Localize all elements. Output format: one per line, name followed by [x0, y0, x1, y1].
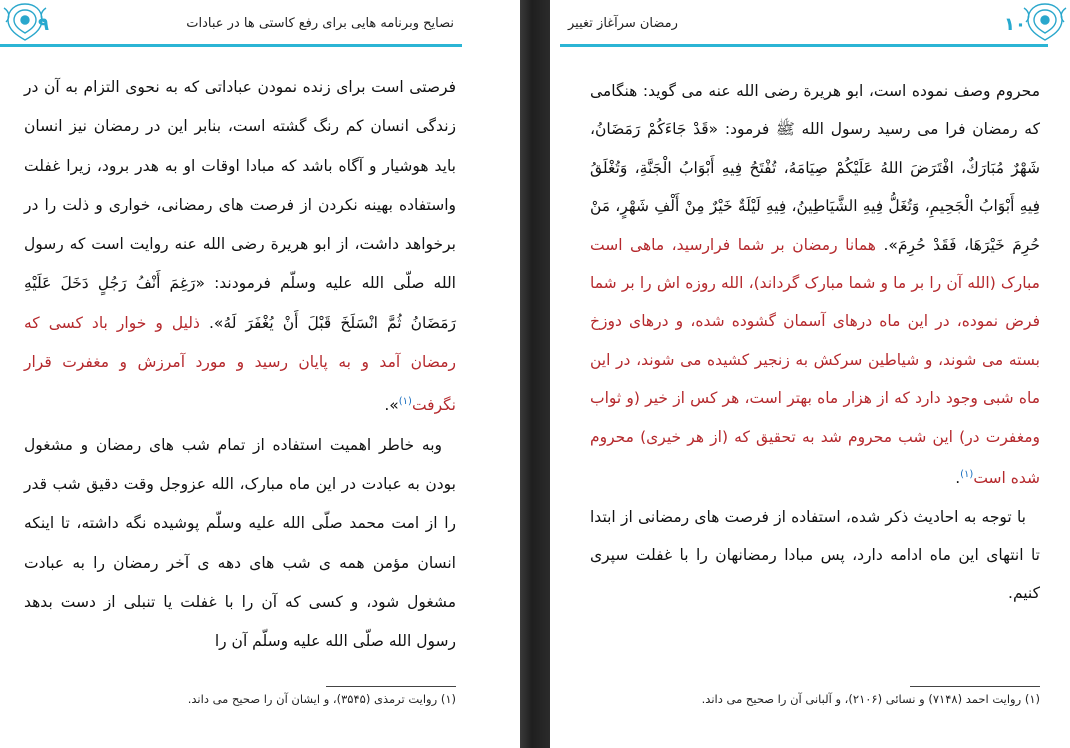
hadith-arabic: قَدْ جَاءَكُمْ رَمَضَانُ، شَهْرٌ مُبَارَكٌ، افْتَرَضَ اللهُ عَلَيْكُمْ صِيَامَهُ، تُفْتَحُ فِيهِ أَبْوَابُ الْجَنَّةِ، وَتُغْلَقُ فِيهِ أَبْوَابُ الْجَحِيمِ، وَتُغَلُّ فِيهِ الشَّيَاطِينُ، فِيهِ لَيْلَةٌ خَيْرٌ مِنْ أَلْفِ شَهْرٍ، مَنْ حُرِمَ خَيْرَهَا، فَقَدْ حُرِمَ: [590, 120, 1040, 254]
left-page-header: [0, 0, 462, 47]
text-span: محروم وصف نموده است، ابو هریرة رضی الله عنه می گوید: هنگامی که رمضان فرا می رسید رسول الله ﷺ فرمود: «: [590, 82, 1040, 139]
paragraph: [590, 498, 1040, 613]
footnote-reference[interactable]: (۱): [398, 396, 412, 408]
text-span: .: [955, 469, 961, 488]
right-page: [550, 0, 1070, 748]
text-span: فرصتی است برای زنده نمودن عباداتی که به نحوی التزام به آن در زندگی انسان کم رنگ گشته است، بنابر این در رمضان نیز انسان باید هوشیار و آگاه باشد که مبادا اوقات او به هدر برود، زیرا غفلت واستفاده بهینه نکردن از فرصت های رمضانی، خواری و ذلت را در برخواهد داشت، از ابو هریرة رضی الله عنه روایت است که رسول الله صلّی الله علیه وسلّم فرمودند: «: [24, 78, 456, 293]
hadith-translation: ذلیل و خوار باد کسی که رمضان آمد و به پایان رسید و مورد آمرزش و مغفرت قرار نگرفت: [24, 313, 456, 415]
running-header: رمضان سرآغاز تغییر: [568, 16, 678, 31]
right-page-header: [560, 0, 1048, 47]
floral-ornament-icon: [1020, 0, 1070, 44]
text-span: با توجه به احادیث ذکر شده، استفاده از فرصت های رمضانی از ابتدا تا انتهای این ماه ادامه دارد، پس مبادا رمضانهان را با غفلت سپری کنیم.: [590, 507, 1040, 603]
footnote-divider: [910, 686, 1040, 687]
footnote: (۱) روایت احمد (۷۱۴۸) و نسائی (۲۱۰۶)، و آلبانی آن را صحیح می داند.: [701, 692, 1040, 706]
text-span: وبه خاطر اهمیت استفاده از تمام شب های رمضان و مشغول بودن به عبادت در این ماه مبارک، الله عزوجل وقت دقیق شب قدر را از امت محمد صلّی الله علیه وسلّم پوشیده نگه داشته، تا اینکه انسان مؤمن همه ی شب های دهه ی آخر رمضان را به عبادت مشغول شود، و کسی که آن را با غفلت یا تنبلی از دست بدهد رسول الله صلّی الله علیه وسلّم آن را: [24, 435, 456, 651]
paragraph: [24, 68, 456, 426]
left-body-text: [24, 68, 456, 662]
page-number: ۱۰: [1004, 14, 1026, 35]
text-span: ».: [876, 235, 898, 254]
right-body-text: [590, 72, 1040, 613]
hadith-arabic: رَغِمَ أَنْفُ رَجُلٍ دَخَلَ عَلَيْهِ رَمَضَانُ ثُمَّ انْسَلَخَ قَبْلَ أَنْ يُغْفَرَ لَهُ: [24, 274, 457, 332]
book-gutter: [520, 0, 550, 748]
page-number: ۹: [38, 14, 49, 35]
running-header: نصایح وبرنامه هایی برای رفع کاستی ها در عبادات: [186, 16, 454, 31]
hadith-translation: همانا رمضان بر شما فرارسید، ماهی است مبارک (الله آن را بر ما و شما مبارک گرداند)، الله روزه اش را بر شما فرض نموده، در این ماه درهای آسمان گشوده شده، و درهای دوزخ بسته می شوند، و شیاطین سرکش به زنجیر کشیده می شوند، در این ماه شبی وجود دارد که از هزار ماه بهتر است، هر کس از خیر (و ثواب ومغفرت در) این شب محروم شد به تحقیق که (از هر خیری) محروم شده است: [590, 235, 1040, 488]
text-span: ».: [384, 396, 399, 415]
paragraph: [24, 426, 456, 662]
footnote-reference[interactable]: (۱): [960, 469, 974, 481]
footnote: (۱) روایت ترمذی (۳۵۴۵)، و ایشان آن را صحیح می داند.: [187, 692, 456, 706]
footnote-divider: [326, 686, 456, 687]
text-span: ».: [199, 313, 224, 332]
paragraph: [590, 72, 1040, 498]
left-page: [0, 0, 520, 748]
